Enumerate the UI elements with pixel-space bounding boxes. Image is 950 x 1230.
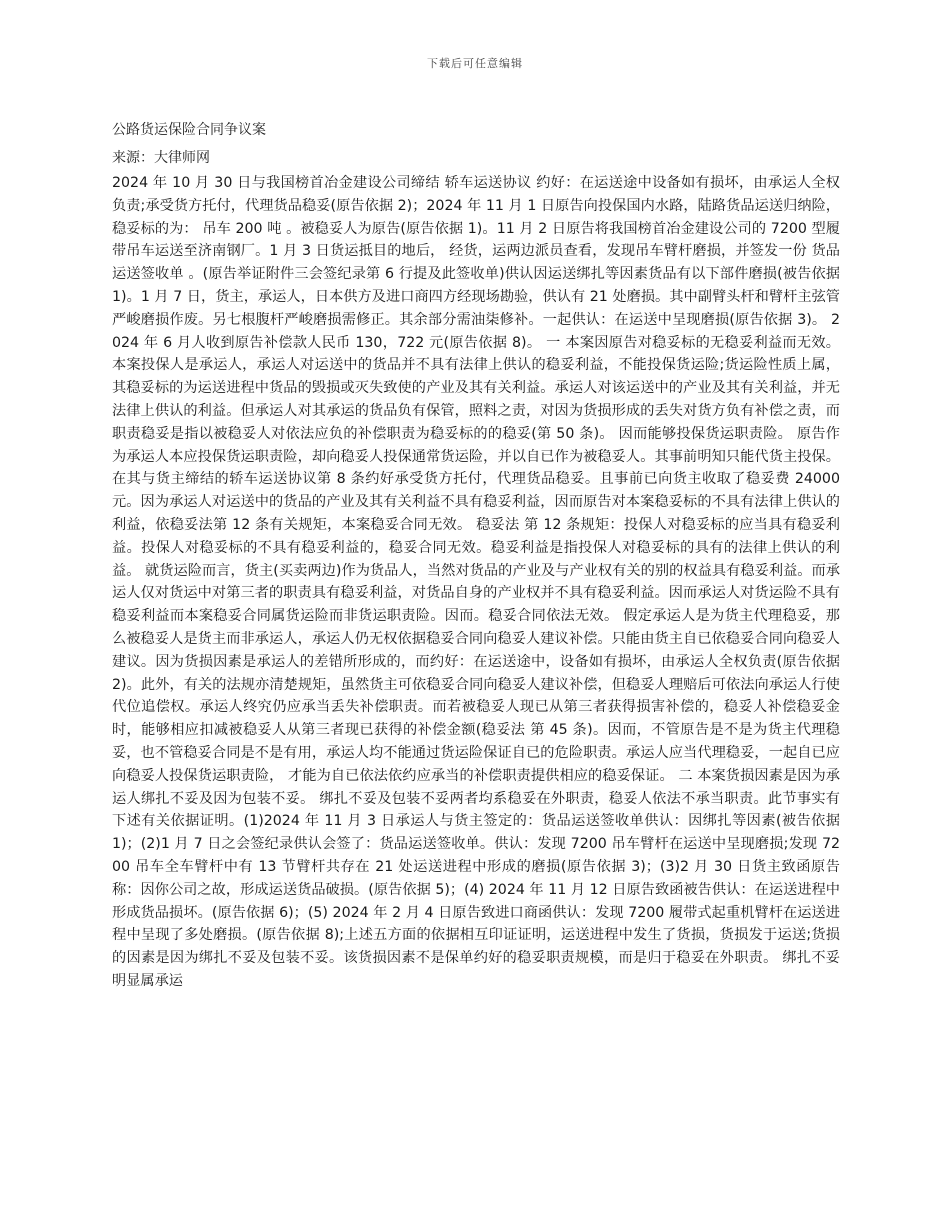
header-note: 下载后可任意编辑 (427, 57, 523, 70)
document-body (112, 172, 840, 993)
document-source: 来源：大律师网 (112, 150, 210, 166)
body-paragraph: 2024 年 10 月 30 日与我国榜首冶金建设公司缔结 轿车运送协议 约好：在运送途中设备如有损坏，由承运人全权负责;承受货方托付，代理货品稳妥(原告依据 2)；2024 年 11 月 1 日原告向投保国内水路，陆路货品运送归纳险，稳妥标的为： 吊车 200 吨 。被稳妥人为原告(原告依据 1)。11 月 2 日原告将我国榜首冶金建设公司的 7200 型履带吊车运送至济南钢厂。1 月 3 日货运抵目的地后， 经货，运两边派员查看，发现吊车臂杆磨损，并签发一份 货品运送签收单 。(原告举证附件三会签纪录第 6 行提及此签收单)供认因运送绑扎等因素货品有以下部件磨损(被告依据 1)。1 月 7 日，货主，承运人，日本供方及进口商四方经现场勘验，供认有 21 处磨损。其中副臂头杆和臂杆主弦管严峻磨损作废。另七根腹杆严峻磨损需修正。其余部分需油柒修补。一起供认：在运送中呈现磨损(原告依据 3)。 2024 年 6 月人收到原告补偿款人民币 130，722 元(原告依据 8)。 一 本案因原告对稳妥标的无稳妥利益而无效。 本案投保人是承运人，承运人对运送中的货品并不具有法律上供认的稳妥利益，不能投保货运险;货运险性质上属，其稳妥标的为运送进程中货品的毁损或灭失致使的产业及其有关利益。承运人对该运送中的产业及其有关利益，并无法律上供认的利益。但承运人对其承运的货品负有保管，照料之责，对因为货损形成的丢失对货方负有补偿之责，而职责稳妥是指以被稳妥人对依法应负的补偿职责为稳妥标的的稳妥(第 50 条)。 因而能够投保货运职责险。 原告作为承运人本应投保货运职责险，却向稳妥人投保通常货运险，并以自已作为被稳妥人。其事前明知只能代货主投保。在其与货主缔结的轿车运送协议第 8 条约好承受货方托付，代理货品稳妥。且事前已向货主收取了稳妥费 24000 元。因为承运人对运送中的货品的产业及其有关利益不具有稳妥利益，因而原告对本案稳妥标的不具有法律上供认的利益，依稳妥法第 12 条有关规矩，本案稳妥合同无效。 稳妥法 第 12 条规矩：投保人对稳妥标的应当具有稳妥利益。投保人对稳妥标的不具有稳妥利益的，稳妥合同无效。稳妥利益是指投保人对稳妥标的具有的法律上供认的利益。 就货运险而言，货主(买卖两边)作为货品人，当然对货品的产业及与产业权有关的别的权益具有稳妥利益。而承运人仅对货运中对第三者的职责具有稳妥利益，对货品自身的产业权并不具有稳妥利益。因而承运人对货运险不具有稳妥利益而本案稳妥合同属货运险而非货运职责险。因而。稳妥合同依法无效。 假定承运人是为货主代理稳妥，那么被稳妥人是货主而非承运人，承运人仍无权依据稳妥合同向稳妥人建议补偿。只能由货主自已依稳妥合同向稳妥人建议。因为货损因素是承运人的差错所形成的，而约好：在运送途中，设备如有损坏，由承运人全权负责(原告依据 2)。此外，有关的法规亦清楚规矩，虽然货主可依稳妥合同向稳妥人建议补偿，但稳妥人理赔后可依法向承运人行使代位追偿权。承运人终究仍应承当丢失补偿职责。而若被稳妥人现已从第三者获得损害补偿的，稳妥人补偿稳妥金时，能够相应扣减被稳妥人从第三者现已获得的补偿金额(稳妥法 第 45 条)。因而，不管原告是不是为货主代理稳妥，也不管稳妥合同是不是有用，承运人均不能通过货运险保证自已的危险职责。承运人应当代理稳妥，一起自已应向稳妥人投保货运职责险， 才能为自已依法依约应承当的补偿职责提供相应的稳妥保证。 二 本案货损因素是因为承运人绑扎不妥及因为包装不妥。 绑扎不妥及包装不妥两者均系稳妥在外职责，稳妥人依法不承当职责。此节事实有下述有关依据证明。(1)2024 年 11 月 3 日承运人与货主签定的：货品运送签收单供认：因绑扎等因素(被告依据 1)；(2)1 月 7 日之会签纪录供认会签了：货品运送签收单。供认：发现 7200 吊车臂杆在运送中呈现磨损;发现 7200 吊车全车臂杆中有 13 节臂杆共存在 21 处运送进程中形成的磨损(原告依据 3)；(3)2 月 30 日货主致函原告称：因你公司之故，形成运送货品破损。(原告依据 5)；(4) 2024 年 11 月 12 日原告致函被告供认：在运送进程中形成货品损坏。(原告依据 6)；(5) 2024 年 2 月 4 日原告致进口商函供认：发现 7200 履带式起重机臂杆在运送进程中呈现了多处磨损。(原告依据 8);上述五方面的依据相互印证证明，运送进程中发生了货损，货损发于运送;货损的因素是因为绑扎不妥及包装不妥。该货损因素不是保单约好的稳妥职责规模，而是归于稳妥在外职责。 绑扎不妥明显属承运 (112, 175, 840, 989)
document-title: 公路货运保险合同争议案 (112, 122, 266, 138)
